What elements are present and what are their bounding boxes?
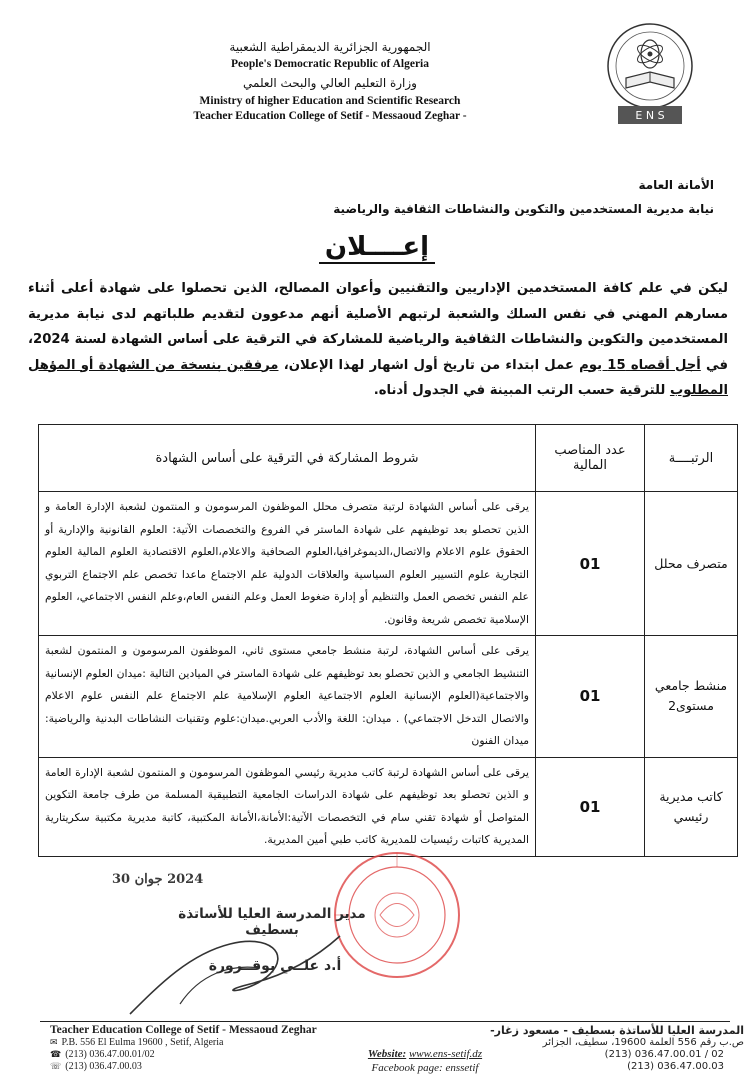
footer-en-title: Teacher Education College of Setif - Messaoud Zeghar: [50, 1024, 317, 1036]
header-ar-republic: الجمهورية الجزائرية الديمقراطية الشعبية: [229, 40, 431, 54]
footer-en-fax: [50, 1061, 142, 1072]
para-part1: ليكن في علم كافة المستخدمين الإداريين والتقنيين وأعوان المصالح، الذين تحصلوا على شهادة أعلى أثناء مسارهم المهني في نفس السلك والشعبة لرتبهم الأصلية أنهم مدعوون لتقديم طلباتهم لدى نيابة مديرية المستخدمين والتكوين والنشاطات الثقافية والرياضية للمشاركة في الترقية على أساس الشهادة لسنة 2024، في: [28, 281, 728, 373]
footer-en-address: [50, 1037, 223, 1048]
para-highlight-deadline: أجل أقصاه 15 يوم: [579, 357, 701, 373]
footer-en-fax-text: (213) 036.47.00.03: [65, 1061, 142, 1072]
phone-icon: ☎: [50, 1049, 62, 1059]
signature-name: أ.د علــي بوقــرورة: [208, 958, 342, 974]
table-row: [39, 757, 738, 856]
promotion-table: [38, 424, 738, 857]
website-link[interactable]: www.ens-setif.dz: [408, 1048, 483, 1060]
header-en-republic: People's Democratic Republic of Algeria: [230, 58, 429, 70]
footer-ar-title: المدرسة العليا للأساتذة بسطيف - مسعود زغار-: [490, 1024, 744, 1037]
fax-icon: ☏: [50, 1061, 62, 1071]
row-posts: 01: [536, 757, 645, 856]
header-conditions: شروط المشاركة في الترقية على أساس الشهادة: [39, 425, 536, 492]
header-en-ministry: Ministry of higher Education and Scientific Research: [199, 95, 461, 107]
footer-en-phone: [50, 1049, 155, 1060]
row-posts: 01: [536, 636, 645, 758]
para-highlight-attachment: مرفقين بنسخة من الشهادة أو المؤهل المطلوب: [28, 357, 728, 398]
row-rank: متصرف محلل: [645, 492, 738, 636]
footer-ar-address: ص.ب رقم 556 العلمة 19600، سطيف، الجزائر: [542, 1037, 744, 1048]
logo-text: E N S: [635, 109, 665, 122]
table-header-row: [39, 425, 738, 492]
college-logo: [598, 20, 702, 132]
signature-title: مدير المدرسة العليا للأساتذة بسطيف: [178, 906, 366, 938]
header-rank: الرتبــــة: [645, 425, 738, 492]
table-row: [39, 636, 738, 758]
announcement-title: [0, 232, 754, 262]
website-label: Website:: [367, 1048, 407, 1060]
para-part3: للترقية حسب الرتب المبينة في الجدول أدناه.: [373, 383, 666, 398]
footer-facebook: Facebook page: enssetif: [371, 1062, 479, 1074]
header-posts: عدد المناصب المالية: [536, 425, 645, 492]
announcement-paragraph: [28, 276, 728, 404]
header-en-college: Teacher Education College of Setif - Messaoud Zeghar -: [193, 110, 467, 122]
para-part2: عمل ابتداء من تاريخ أول اشهار لهذا الإعلان،: [283, 357, 574, 373]
row-conditions: يرقى على أساس الشهادة لرتبة متصرف محلل الموظفون المرسومون و المنتمون لشعبة الإدارة العامة و الذين تحصلو بعد توظيفهم على شهادة الماستر في الفروع والتخصصات الآتية: العلوم القانونية والإدارية أو الحقوق علوم الاعلام والاتصال،الديموغرافيا،العلوم الصحافية والاعلام،العلوم الاقتصادية العلوم المالية العلوم التجارية علوم التسيير العلوم السياسية والعلاقات الدولية علم الاجتماع ماعدا تخصص علم الاجتماع التربوي علم النفس تخصص العمل والتنظيم أو إدارة ضغوط العمل وعلم النفس العام،وعلم النفس الاجتماعي، العلوم الإسلامية تخصص شريعة وقانون.: [39, 492, 536, 636]
footer-ar-phone: (213) 036.47.00.01 / 02: [604, 1049, 724, 1060]
row-conditions: يرقى على أساس الشهادة لرتبة كاتب مديرية رئيسي الموظفون المرسومون و المنتمون لشعبة الإدارة العامة و الذين تحصلو بعد توظيفهم على شهادة الدراسات الجامعية التطبيقية المسلمة من طرف جامعة التكوين المتواصل أو شهادة تقني سام في التخصصات الآتية:الأمانة،الأمانة المكتبية، كاتبة مديرية مكتبية سكريتارية المديرية كاتبات رئيسيات للمديرية كاتب طبي أمين المديرية.: [39, 757, 536, 856]
footer-divider: [40, 1021, 730, 1022]
row-posts: 01: [536, 492, 645, 636]
dept-line1: الأمانة العامة: [638, 178, 714, 192]
dept-line2: نيابة مديرية المستخدمين والتكوين والنشاطات الثقافية والرياضية: [333, 202, 714, 216]
footer-en-phone-text: (213) 036.47.00.01/02: [65, 1049, 155, 1060]
footer-en-address-text: P.B. 556 El Eulma 19600 , Setif, Algeria: [61, 1037, 224, 1048]
row-rank: كاتب مديرية رئيسي: [645, 757, 738, 856]
footer-website: [340, 1048, 510, 1060]
handwritten-signature: [120, 924, 350, 1028]
table-row: [39, 492, 738, 636]
footer-ar-fax: (213) 036.47.00.03: [627, 1061, 724, 1072]
row-conditions: يرقى على أساس الشهادة، لرتبة منشط جامعي مستوى ثاني، الموظفون المرسومون و المنتمون لشعبة التنشيط الجامعي و الذين تحصلو بعد توظيفهم على شهادة الماستر في الميادين التالية :ميدان العلوم الإنسانية والاجتماعية(العلوم الإنسانية العلوم الاجتماعية العلوم الإسلامية علم الاجتماع علم النفس علوم الاعلام والاتصال التدخل الاجتماعي) . ميدان: اللغة والأدب العربي.ميدان:علوم وتقنيات النشاطات البدنية والرياضية: ميدان الفنون: [39, 636, 536, 758]
row-rank: منشط جامعي مستوى2: [645, 636, 738, 758]
mail-icon: ✉: [50, 1037, 58, 1047]
signature-date: 2024 جوان 30: [112, 872, 204, 887]
header-ar-ministry: وزارة التعليم العالي والبحث العلمي: [243, 76, 417, 90]
announcement-title-text: إعــــلان: [319, 232, 435, 264]
